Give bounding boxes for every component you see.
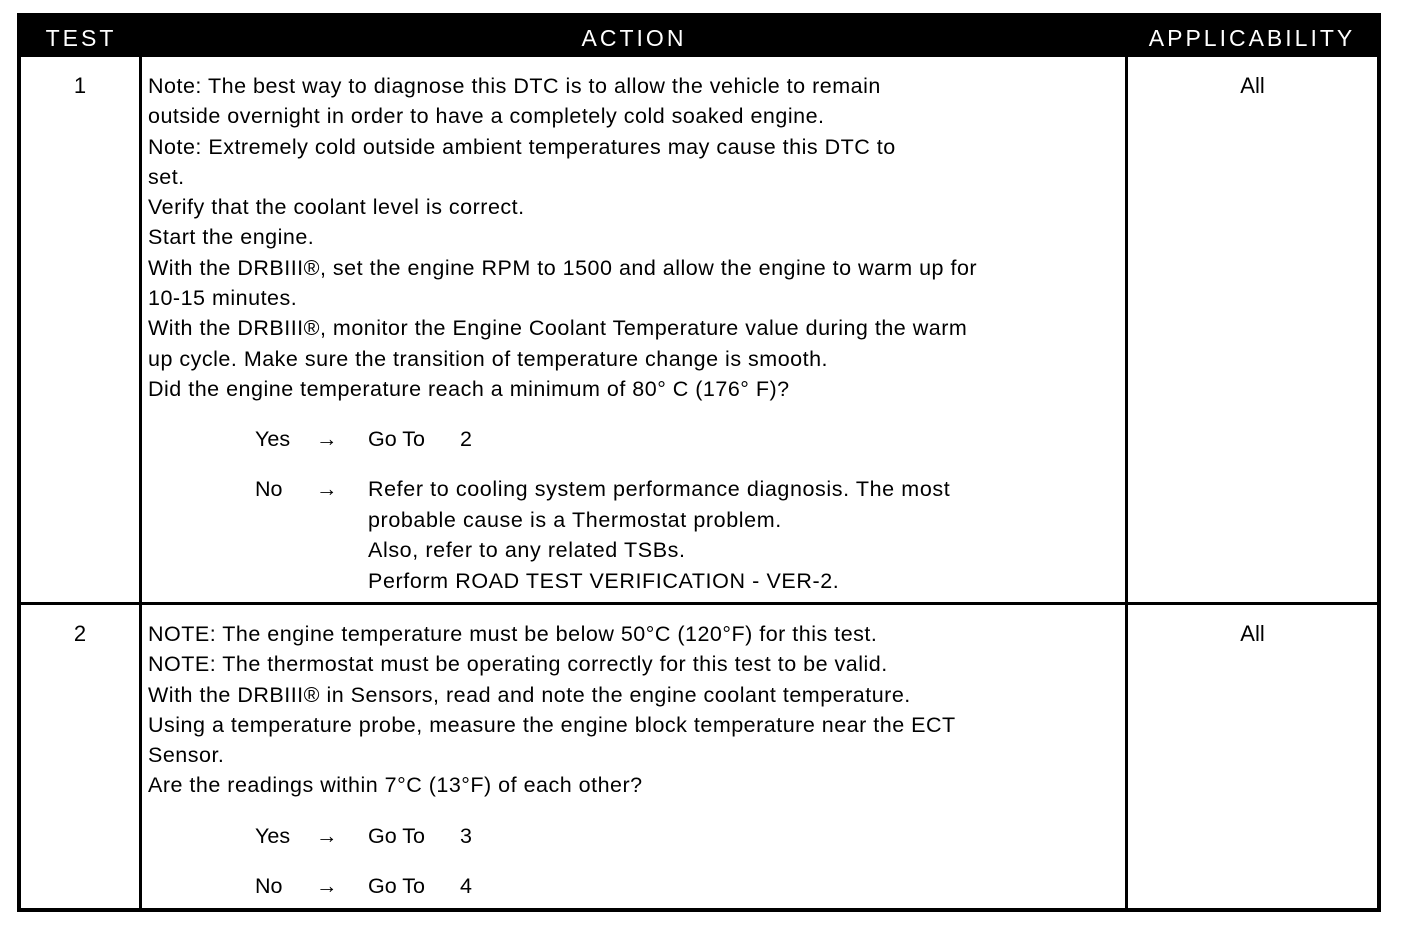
instruction-line: Also, refer to any related TSBs. xyxy=(368,538,686,563)
header-test: TEST xyxy=(45,25,117,51)
arrow-icon: → xyxy=(316,823,338,848)
goto-label: Go To xyxy=(368,873,425,898)
applicability-value: All xyxy=(1240,621,1265,646)
action-line: outside overnight in order to have a completely cold soaked engine. xyxy=(148,104,825,129)
no-branch xyxy=(148,871,1120,901)
action-line: set. xyxy=(148,164,185,189)
test-number: 1 xyxy=(73,73,87,98)
no-instructions xyxy=(368,474,1120,596)
action-line: Sensor. xyxy=(148,743,225,768)
no-branch xyxy=(148,474,1120,596)
action-cell xyxy=(148,619,1120,901)
action-line: With the DRBIII® in Sensors, read and note the engine coolant temperature. xyxy=(148,682,911,707)
action-line: With the DRBIII®, set the engine RPM to 1500 and allow the engine to warm up for xyxy=(148,255,978,280)
table-header xyxy=(21,17,1377,57)
action-line: 10-15 minutes. xyxy=(148,286,298,311)
yes-branch xyxy=(148,424,1120,454)
table-row xyxy=(21,605,1377,912)
applicability-value: All xyxy=(1240,73,1265,98)
action-line: Note: The best way to diagnose this DTC is to allow the vehicle to remain xyxy=(148,74,881,98)
action-cell xyxy=(148,71,1120,596)
arrow-icon: → xyxy=(316,427,338,452)
action-line: Start the engine. xyxy=(148,225,315,250)
goto-test-number: 2 xyxy=(460,427,472,452)
header-applicability: APPLICABILITY xyxy=(1148,25,1356,51)
yes-label: Yes xyxy=(255,823,291,848)
action-line: Did the engine temperature reach a minimum of 80° C (176° F)? xyxy=(148,376,790,401)
action-line: NOTE: The thermostat must be operating correctly for this test to be valid. xyxy=(148,652,888,677)
action-line: NOTE: The engine temperature must be below 50°C (120°F) for this test. xyxy=(148,622,878,646)
action-line: With the DRBIII®, monitor the Engine Coolant Temperature value during the warm xyxy=(148,316,968,341)
instruction-line: probable cause is a Thermostat problem. xyxy=(368,507,782,532)
arrow-icon: → xyxy=(316,477,338,502)
yes-branch xyxy=(148,821,1120,851)
action-line: Verify that the coolant level is correct. xyxy=(148,195,525,220)
arrow-icon: → xyxy=(316,873,338,898)
action-line: Using a temperature probe, measure the engine block temperature near the ECT xyxy=(148,712,956,737)
action-line: Are the readings within 7°C (13°F) of each other? xyxy=(148,773,643,798)
diagnostic-table xyxy=(17,13,1381,912)
no-label: No xyxy=(255,873,283,898)
instruction-line: Refer to cooling system performance diagnosis. The most xyxy=(368,477,951,502)
header-action: ACTION xyxy=(581,25,687,51)
no-label: No xyxy=(255,477,283,502)
goto-label: Go To xyxy=(368,427,425,452)
goto-test-number: 4 xyxy=(460,873,472,898)
action-line: Note: Extremely cold outside ambient temperatures may cause this DTC to xyxy=(148,134,896,159)
goto-label: Go To xyxy=(368,823,425,848)
test-number: 2 xyxy=(73,621,87,646)
yes-label: Yes xyxy=(255,427,291,452)
instruction-line: Perform ROAD TEST VERIFICATION - VER-2. xyxy=(368,568,840,593)
action-line: up cycle. Make sure the transition of temperature change is smooth. xyxy=(148,346,829,371)
goto-test-number: 3 xyxy=(460,823,472,848)
table-row xyxy=(21,57,1377,602)
